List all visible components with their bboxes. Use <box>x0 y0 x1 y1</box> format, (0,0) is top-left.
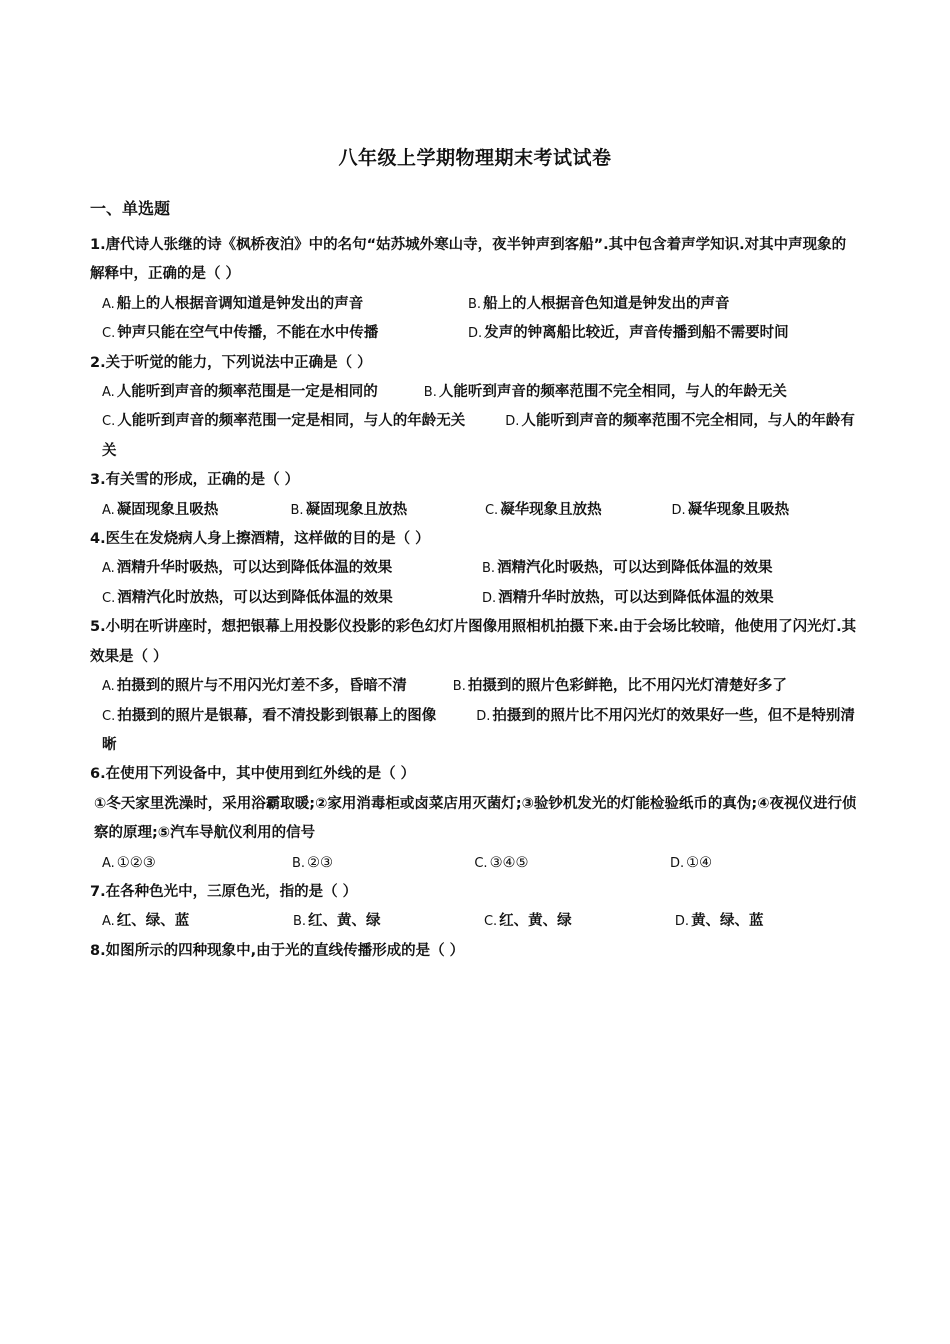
option-b[interactable]: B. 拍摄到的照片色彩鲜艳，比不用闪光灯清楚好多了 <box>452 678 787 695</box>
question-list <box>90 231 860 966</box>
option-a[interactable]: A. 拍摄到的照片与不用闪光灯差不多，昏暗不清 <box>102 678 407 695</box>
option-b[interactable]: B. 红、黄、绿 <box>292 913 381 930</box>
question-5-options-row-1 <box>90 672 860 701</box>
option-a[interactable]: A. ①②③ <box>102 854 156 871</box>
question-1-options-row-1 <box>90 290 860 319</box>
option-c[interactable]: C. ③④⑤ <box>474 854 529 871</box>
exam-title: 八年级上学期物理期末考试试卷 <box>338 147 612 169</box>
question-8-stem: 8.如图所示的四种现象中,由于光的直线传播形成的是（ ） <box>90 942 465 959</box>
option-a[interactable]: A. 酒精升华时吸热，可以达到降低体温的效果 <box>102 560 393 577</box>
option-d[interactable]: D. ①④ <box>670 854 713 871</box>
question-1-stem: 1.唐代诗人张继的诗《枫桥夜泊》中的名句“姑苏城外寒山寺，夜半钟声到客船”.其中包含着声学知识.对其中声现象的解释中，正确的是（ ） <box>90 237 847 283</box>
question-5-stem: 5.小明在听讲座时，想把银幕上用投影仪投影的彩色幻灯片图像用照相机拍摄下来.由于会场比较暗，他使用了闪光灯.其效果是（ ） <box>90 619 857 665</box>
question-4-options-row-1 <box>90 554 860 583</box>
option-c[interactable]: C. 凝华现象且放热 <box>484 501 602 518</box>
question-6-items: ①冬天家里洗澡时，采用浴霸取暖;②家用消毒柜或卤菜店用灭菌灯;③验钞机发光的灯能检验纸币的真伪;④夜视仪进行侦察的原理;⑤汽车导航仪利用的信号 <box>94 795 857 842</box>
question-3-stem: 3.有关雪的形成，正确的是（ ） <box>90 472 300 489</box>
question-4-stem: 4.医生在发烧病人身上擦酒精，这样做的目的是（ ） <box>90 531 430 548</box>
question-2-options-row-1 <box>90 378 860 407</box>
option-b[interactable]: B. ②③ <box>291 854 334 871</box>
option-b[interactable]: B. 凝固现象且放热 <box>290 501 408 518</box>
option-a[interactable]: A. 凝固现象且吸热 <box>102 501 219 518</box>
option-c[interactable]: C. 钟声只能在空气中传播，不能在水中传播 <box>102 325 379 342</box>
option-a[interactable]: A. 船上的人根据音调知道是钟发出的声音 <box>102 295 364 312</box>
option-a[interactable]: A. 红、绿、蓝 <box>102 913 190 930</box>
option-d[interactable]: D. 酒精升华时放热，可以达到降低体温的效果 <box>482 589 774 606</box>
option-a[interactable]: A. 人能听到声音的频率范围是一定是相同的 <box>102 384 378 401</box>
question-2-options-row-2 <box>90 407 860 466</box>
option-b[interactable]: B. 人能听到声音的频率范围不完全相同，与人的年龄无关 <box>423 384 787 401</box>
option-c[interactable]: C. 酒精汽化时放热，可以达到降低体温的效果 <box>102 589 393 606</box>
question-7-options <box>90 907 860 936</box>
option-d[interactable]: D. 黄、绿、蓝 <box>674 913 764 930</box>
option-c[interactable]: C. 拍摄到的照片是银幕，看不清投影到银幕上的图像 <box>102 707 437 724</box>
option-d[interactable]: D. 发声的钟离船比较近，声音传播到船不需要时间 <box>468 325 789 342</box>
option-c[interactable]: C. 红、黄、绿 <box>483 913 572 930</box>
option-b[interactable]: B. 酒精汽化时吸热，可以达到降低体温的效果 <box>482 560 773 577</box>
option-b[interactable]: B. 船上的人根据音色知道是钟发出的声音 <box>468 295 730 312</box>
option-d[interactable]: D. 凝华现象且吸热 <box>671 501 790 518</box>
question-5-options-row-2 <box>90 702 860 761</box>
option-d[interactable]: D. 拍摄到的照片比不用闪光灯的效果好一些，但不是特别清晰 <box>102 707 855 753</box>
question-1-options-row-2 <box>90 319 860 348</box>
question-4-options-row-2 <box>90 584 860 613</box>
section-heading: 一、单选题 <box>90 199 171 218</box>
option-c[interactable]: C. 人能听到声音的频率范围一定是相同，与人的年龄无关 <box>102 413 466 430</box>
question-2-stem: 2.关于听觉的能力，下列说法中正确是（ ） <box>90 354 372 371</box>
question-3-options <box>90 496 860 525</box>
option-d[interactable]: D. 人能听到声音的频率范围不完全相同，与人的年龄有关 <box>102 413 855 459</box>
question-7-stem: 7.在各种色光中，三原色光，指的是（ ） <box>90 883 358 900</box>
question-6-options <box>90 849 860 878</box>
question-6-stem: 6.在使用下列设备中，其中使用到红外线的是（ ） <box>90 766 416 783</box>
